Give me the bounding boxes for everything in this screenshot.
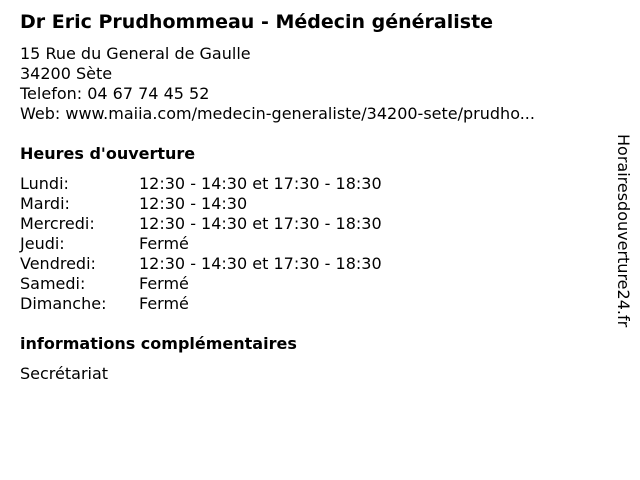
city: 34200 Sète: [20, 64, 113, 83]
hours-value: 12:30 - 14:30 et 17:30 - 18:30: [139, 174, 382, 193]
website-link: Web: www.maiia.com/medecin-generaliste/34200-sete/prudho...: [20, 104, 535, 123]
page-title: Dr Eric Prudhommeau - Médecin généraliste: [20, 11, 494, 33]
phone-number: Telefon: 04 67 74 45 52: [20, 84, 210, 103]
day-label: Dimanche:: [20, 294, 107, 313]
hours-value: 12:30 - 14:30: [139, 194, 248, 213]
hours-value: Fermé: [139, 234, 189, 253]
watermark-text: Horairesdouverture24.fr: [614, 134, 633, 328]
additional-info-text: Secrétariat: [20, 364, 109, 383]
day-label: Jeudi:: [20, 234, 65, 253]
hours-value: Fermé: [139, 274, 189, 293]
opening-hours-heading: Heures d'ouverture: [20, 144, 196, 163]
day-label: Mardi:: [20, 194, 70, 213]
day-label: Mercredi:: [20, 214, 95, 233]
address-block: [20, 44, 535, 124]
hours-value: Fermé: [139, 294, 189, 313]
day-label: Vendredi:: [20, 254, 96, 273]
hours-value: 12:30 - 14:30 et 17:30 - 18:30: [139, 254, 382, 273]
watermark: [612, 134, 634, 344]
street-address: 15 Rue du General de Gaulle: [20, 44, 251, 63]
day-label: Samedi:: [20, 274, 86, 293]
additional-info-heading: informations complémentaires: [20, 334, 297, 353]
day-label: Lundi:: [20, 174, 69, 193]
hours-value: 12:30 - 14:30 et 17:30 - 18:30: [139, 214, 382, 233]
